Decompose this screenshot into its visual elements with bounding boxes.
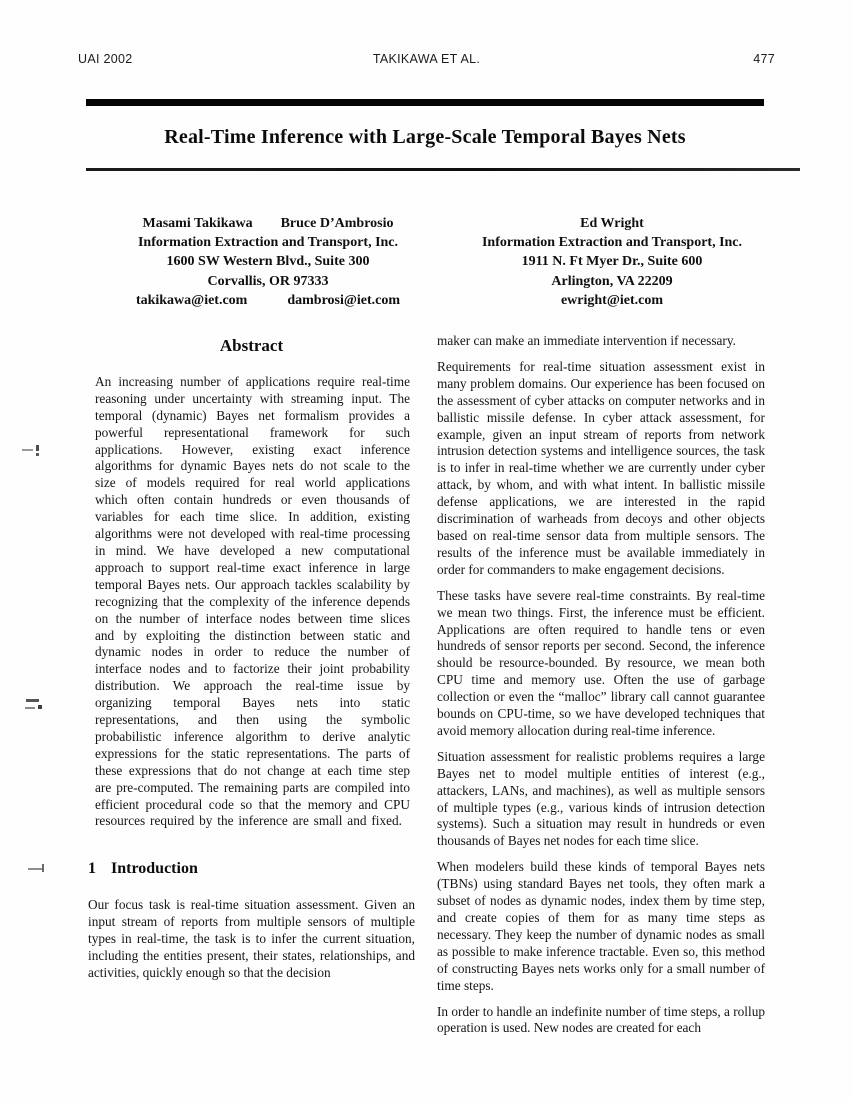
section-number: 1 <box>88 860 96 878</box>
author-address: 1600 SW Western Blvd., Suite 300 <box>166 254 370 270</box>
paper-title: Real-Time Inference with Large-Scale Temporal Bayes Nets <box>164 126 686 148</box>
scan-artifact <box>38 705 42 709</box>
intro-paragraph: Our focus task is real-time situation assessment. Given an input stream of reports from multiple sensors of multiple types in real-time, the task is to infer the current situation, including the entities present, their states, relationships, and activities, quickly enough so that the decision <box>88 897 415 980</box>
right-column <box>437 333 765 1037</box>
running-header <box>78 52 775 66</box>
abstract-body: An increasing number of applications require real-time reasoning under uncertainty with streaming input. The temporal (dynamic) Bayes net formalism provides a powerful representational framework for such applications. However, existing exact inference algorithms for dynamic Bayes nets do not scale to the size of models required for real world applications which often contain hundreds or even thousands of variables for each time slice. In addition, existing algorithms were not developed with real-time processing in mind. We have developed a new computational approach to support real-time exact inference in large temporal Bayes nets. Our approach tackles scalability by recognizing that the complexity of the inference depends on the number of interface nodes between time slices and by exploiting the distinction between static and dynamic nodes in order to reduce the number of interface nodes and to factorize their joint probability distribution. We approach the real-time issue by organizing temporal Bayes nets into static representations, and then using the symbolic probabilistic inference algorithm to derive analytic expressions for the static representations. The parts of these expressions that do not change at each time step are pre-computed. The remaining parts are compiled into efficient procedural code so that the memory and CPU resources required by the inference are small and fixed. <box>95 373 410 829</box>
body-paragraph: Requirements for real-time situation assessment exist in many problem domains. Our experience has been focused on the assessment of cyber attacks on computer networks and in ballistic missile defense. In cyber attack assessment, for example, given an input stream of reports from network intrusion detection systems and intelligence sources, the task is to infer in real-time whether we are currently under cyber attack, by whom, and with what intent. In ballistic missile defense applications, we are interested in the rapid discrimination of warheads from decoys and other objects based on real-time sensor data from multiple sensors. The results of the inference must be available immediately in order for commanders to make engagement decisions. <box>437 358 765 577</box>
author-block-right <box>442 214 782 310</box>
header-authors-short: TAKIKAWA ET AL. <box>372 52 481 66</box>
author-address: Corvallis, OR 97333 <box>207 273 329 289</box>
author-email: takikawa@iet.com <box>135 292 248 308</box>
scan-artifact <box>36 453 39 456</box>
author-emails-line <box>98 291 438 310</box>
scan-artifact <box>22 449 33 451</box>
scan-artifact <box>36 445 39 451</box>
author-email: dambrosi@iet.com <box>287 292 401 308</box>
author-name: Ed Wright <box>580 216 644 231</box>
body-paragraph: These tasks have severe real-time constraints. By real-time we mean two things. First, the inference must be efficient. Applications are often required to handle tens or even hundreds of sensor reports per second. Second, the inference should be resource-bounded. By resource, we mean both CPU time and memory use. Often the use of garbage collection or even the “malloc” library call cannot guarantee bounds on CPU-time, so we have developed techniques that avoid memory allocation during real-time inference. <box>437 587 765 738</box>
scan-artifact <box>25 707 35 709</box>
header-conference: UAI 2002 <box>78 52 133 66</box>
left-column <box>88 338 415 982</box>
scan-artifact <box>42 864 44 872</box>
author-affiliation: Information Extraction and Transport, Inc. <box>137 235 399 251</box>
body-paragraph: In order to handle an indefinite number of time steps, a rollup operation is used. New nodes are created for each <box>437 1003 765 1036</box>
author-email: ewright@iet.com <box>560 292 664 308</box>
title-rule-bottom <box>86 168 800 171</box>
body-paragraph: maker can make an immediate intervention if necessary. <box>437 333 736 348</box>
header-page-number: 477 <box>753 52 775 66</box>
body-paragraph: Situation assessment for realistic problems requires a large Bayes net to model multiple entities of interest (e.g., attackers, LANs, and machines), as well as multiple sensors of multiple types (e.g., various kinds of intrusion detection systems). Such a situation may result in hundreds or even thousands of Bayes net nodes for each time slice. <box>437 748 765 849</box>
scan-artifact <box>28 868 43 870</box>
title-rule-top <box>86 99 764 106</box>
section-title: Introduction <box>111 860 198 878</box>
abstract-heading: Abstract <box>219 336 284 355</box>
author-address: Arlington, VA 22209 <box>551 273 673 289</box>
section-heading-introduction <box>88 861 415 878</box>
author-block-left <box>98 214 438 310</box>
body-paragraph: When modelers build these kinds of temporal Bayes nets (TBNs) using standard Bayes net tools, they often mark a subset of nodes as dynamic nodes, index them by time step, and create copies of them for as many time steps as necessary. They keep the number of dynamic nodes as small as possible to make inference tractable. Even so, this method of constructing Bayes nets works only for a small number of time steps. <box>437 859 765 993</box>
scan-artifact <box>26 699 39 702</box>
author-name: Bruce D’Ambrosio <box>280 216 394 231</box>
author-names-line <box>98 214 438 233</box>
author-address: 1911 N. Ft Myer Dr., Suite 600 <box>521 254 703 270</box>
author-affiliation: Information Extraction and Transport, Inc. <box>481 235 743 251</box>
author-name: Masami Takikawa <box>142 216 253 231</box>
